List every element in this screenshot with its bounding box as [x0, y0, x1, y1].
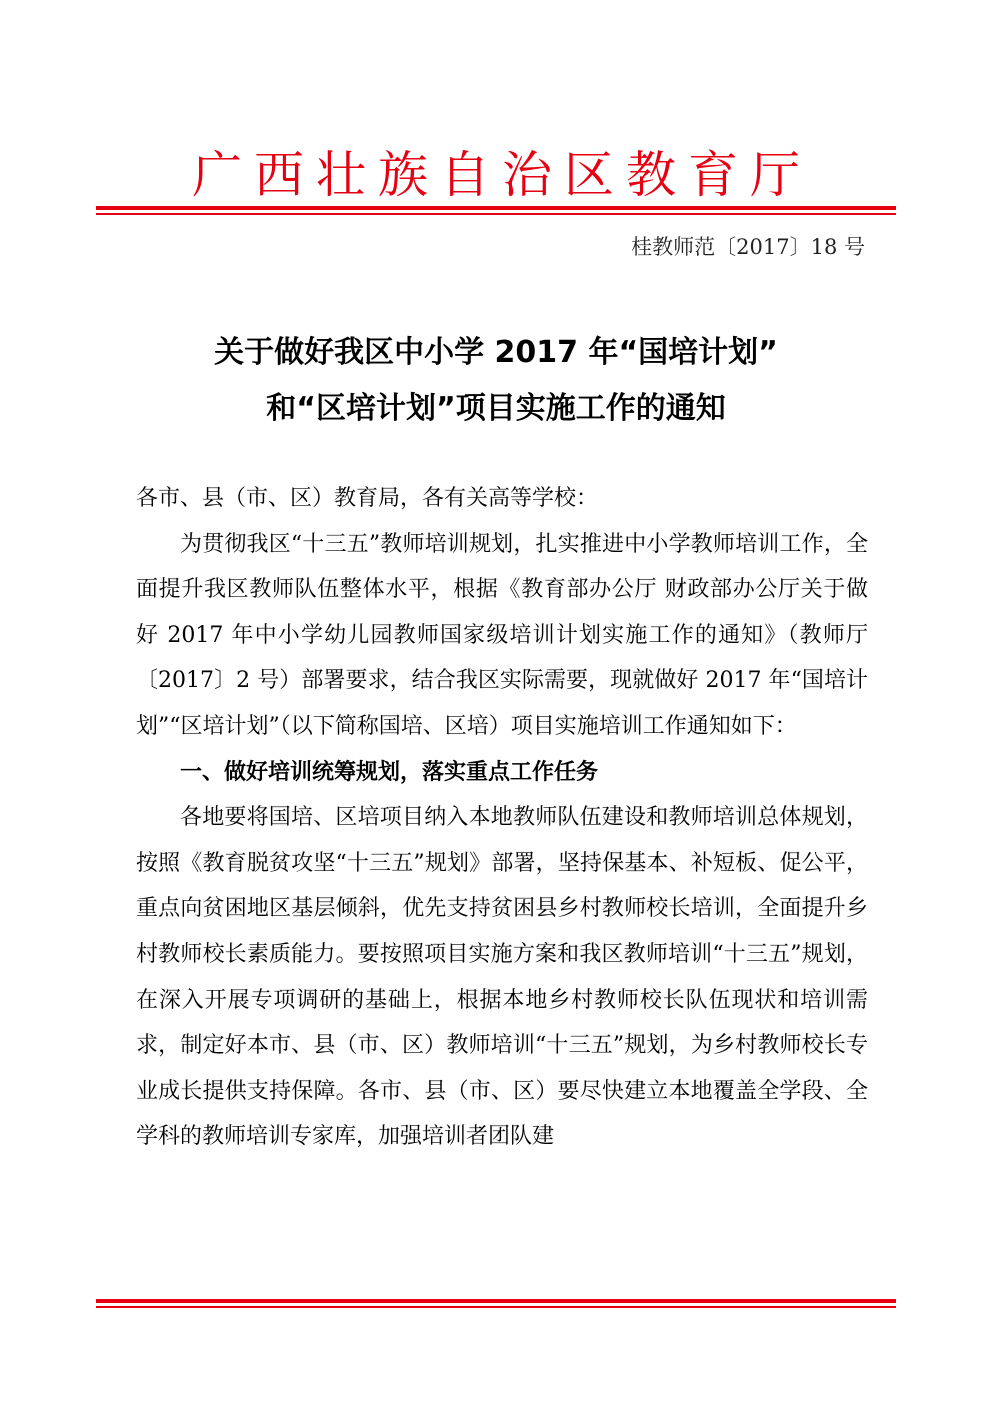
divider-thick-line [96, 1299, 896, 1303]
document-title-line-1: 关于做好我区中小学 2017 年“国培计划” [214, 335, 778, 370]
intro-paragraph: 为贯彻我区“十三五”教师培训规划，扎实推进中小学教师培训工作，全面提升我区教师队伍整体水平，根据《教育部办公厅 财政部办公厅关于做好 2017 年中小学幼儿园教师国家级培训计划实施工作的通知》（教师厅〔2017〕2 号）部署要求，结合我区实际需要，现就做好 2017 年“国培计划”“区培计划”（以下简称国培、区培）项目实施培训工作通知如下： [136, 531, 868, 739]
salutation: 各市、县（市、区）教育局，各有关高等学校： [136, 486, 599, 511]
document-body [136, 476, 868, 1160]
divider-thick-line [96, 206, 896, 210]
masthead-divider [96, 206, 896, 215]
divider-thin-line [96, 1306, 896, 1308]
divider-thin-line [96, 213, 896, 215]
masthead-title: 广西壮族自治区教育厅 [192, 146, 812, 204]
document-title-line-2: 和“区培计划”项目实施工作的通知 [266, 391, 726, 426]
footer-divider [96, 1299, 896, 1308]
document-title [96, 325, 896, 437]
section-1-paragraph: 各地要将国培、区培项目纳入本地教师队伍建设和教师培训总体规划，按照《教育脱贫攻坚“十三五”规划》部署，坚持保基本、补短板、促公平，重点向贫困地区基层倾斜，优先支持贫困县乡村教师校长培训，全面提升乡村教师校长素质能力。要按照项目实施方案和我区教师培训“十三五”规划，在深入开展专项调研的基础上，根据本地乡村教师校长队伍现状和培训需求，制定好本市、县（市、区）教师培训“十三五”规划，为乡村教师校长专业成长提供支持保障。各市、县（市、区）要尽快建立本地覆盖全学段、全学科的教师培训专家库，加强培训者团队建 [136, 805, 868, 1150]
document-number: 桂教师范〔2017〕18 号 [631, 235, 865, 259]
section-1-heading: 一、做好培训统筹规划，落实重点工作任务 [180, 759, 599, 785]
